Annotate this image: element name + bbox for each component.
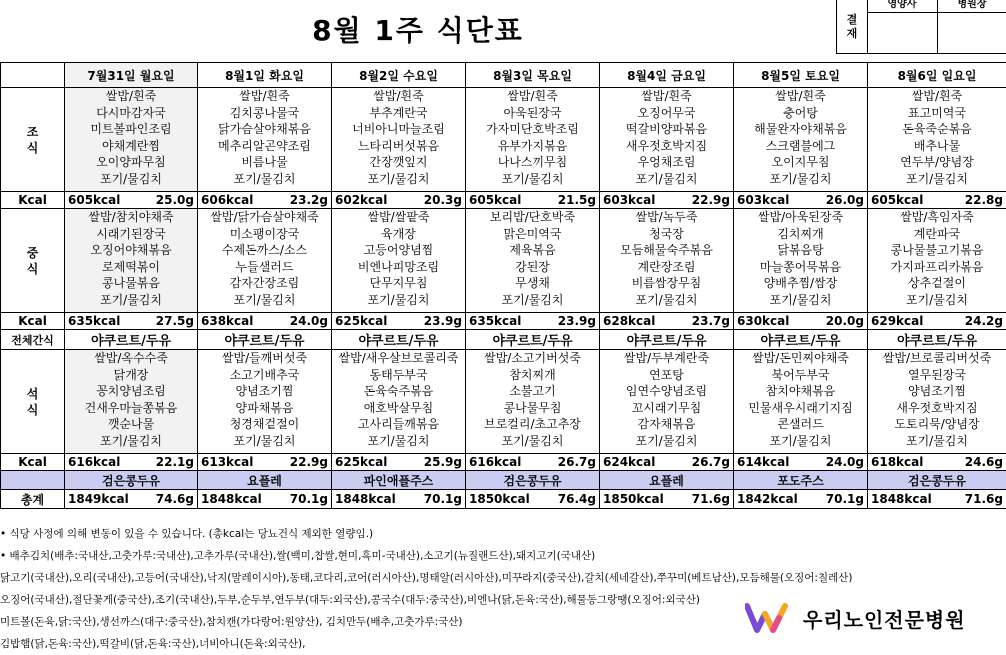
menu-item: 무생채 — [466, 275, 599, 292]
menu-item: 쌀밥/쌀팥죽 — [332, 209, 465, 226]
menu-item: 충어탕 — [734, 105, 867, 122]
menu-item: 아욱된장국 — [466, 105, 599, 122]
menu-item: 쌀밥/흰죽 — [600, 88, 733, 105]
total-cell — [734, 490, 868, 509]
menu-item: 부추계란국 — [332, 105, 465, 122]
protein-value: 24.0g — [826, 455, 864, 469]
menu-item: 포기/물김치 — [65, 171, 197, 188]
protein-value: 26.0g — [826, 193, 864, 207]
menu-item: 간장깻잎지 — [332, 154, 465, 171]
menu-item: 꼬시래기무침 — [600, 400, 733, 417]
menu-item: 새우젓호박지짐 — [868, 400, 1006, 417]
menu-item: 쌀밥/흰죽 — [65, 88, 197, 105]
kcal-value: 613kcal — [201, 455, 253, 469]
kcal-cell — [198, 192, 332, 209]
menu-item: 제육볶음 — [466, 242, 599, 259]
menu-item: 쌀밥/흰죽 — [868, 88, 1006, 105]
menu-item: 양파채볶음 — [198, 400, 331, 417]
kcal-value: 618kcal — [871, 455, 923, 469]
day-header-row — [1, 63, 1006, 88]
menu-item: 시래기된장국 — [65, 226, 197, 243]
protein-value: 23.2g — [290, 193, 328, 207]
kcal-cell — [65, 313, 198, 330]
protein-value: 20.3g — [424, 193, 462, 207]
protein-value: 22.8g — [965, 193, 1003, 207]
breakfast-row — [1, 88, 1006, 192]
protein-value: 26.7g — [692, 455, 730, 469]
menu-item: 콩나물불고기볶음 — [868, 242, 1006, 259]
kcal-value: 625kcal — [335, 314, 387, 328]
kcal-label: Kcal — [1, 192, 65, 209]
menu-item: 청경채겉절이 — [198, 416, 331, 433]
menu-item: 닭개장 — [65, 367, 197, 384]
menu-item: 포기/물김치 — [332, 433, 465, 450]
menu-item: 유부가지볶음 — [466, 138, 599, 155]
total-cell — [600, 490, 734, 509]
lunch-cell — [332, 209, 466, 313]
day-header: 8월5일 토요일 — [734, 63, 868, 88]
breakfast-cell — [868, 88, 1006, 192]
menu-item: 열무된장국 — [868, 367, 1006, 384]
menu-item: 건새우마늘쫑볶음 — [65, 400, 197, 417]
menu-item: 돈육숙주볶음 — [332, 383, 465, 400]
drink-cell: 포도주스 — [734, 471, 868, 490]
menu-item: 쌀밥/옥수수죽 — [65, 350, 197, 367]
drink-row — [1, 471, 1006, 490]
kcal-cell — [734, 192, 868, 209]
menu-item: 가지파프리카볶음 — [868, 259, 1006, 276]
kcal-value: 603kcal — [737, 193, 789, 207]
menu-item: 오징어야채볶음 — [65, 242, 197, 259]
kcal-cell — [868, 313, 1006, 330]
menu-item: 쌀밥/흰죽 — [198, 88, 331, 105]
dinner-label: 석 식 — [1, 350, 65, 454]
menu-item: 양념조기찜 — [198, 383, 331, 400]
menu-item: 포기/물김치 — [734, 433, 867, 450]
kcal-value: 605kcal — [469, 193, 521, 207]
kcal-label: Kcal — [1, 454, 65, 471]
dinner-cell — [600, 350, 734, 454]
menu-item: 새우젓호박지짐 — [600, 138, 733, 155]
total-cell — [466, 490, 600, 509]
menu-item: 김치찌개 — [734, 226, 867, 243]
menu-item: 연두부/양념장 — [868, 154, 1006, 171]
total-cell — [868, 490, 1006, 509]
total-kcal: 1848kcal — [335, 492, 396, 506]
total-kcal: 1849kcal — [68, 492, 129, 506]
dinner-cell — [734, 350, 868, 454]
hospital-logo — [745, 596, 1005, 640]
menu-item: 포기/물김치 — [466, 433, 599, 450]
menu-item: 오이양파무침 — [65, 154, 197, 171]
kcal-cell — [198, 313, 332, 330]
menu-item: 미소팽이장국 — [198, 226, 331, 243]
kcal-value: 628kcal — [603, 314, 655, 328]
total-cell — [332, 490, 466, 509]
menu-item: 쌀밥/흰죽 — [734, 88, 867, 105]
lunch-row — [1, 209, 1006, 313]
kcal-cell — [466, 313, 600, 330]
menu-item: 동태두부국 — [332, 367, 465, 384]
kcal-value: 605kcal — [68, 193, 120, 207]
menu-item: 쌀밥/들깨버섯죽 — [198, 350, 331, 367]
day-header: 8월1일 화요일 — [198, 63, 332, 88]
menu-item: 고사리들깨볶음 — [332, 416, 465, 433]
snack-cell: 야쿠르트/두유 — [868, 330, 1006, 350]
menu-item: 표고미역국 — [868, 105, 1006, 122]
protein-value: 26.7g — [558, 455, 596, 469]
menu-item: 미트볼파인조림 — [65, 121, 197, 138]
total-kcal: 1848kcal — [871, 492, 932, 506]
kcal-value: 635kcal — [469, 314, 521, 328]
menu-item: 모듬해물숙주볶음 — [600, 242, 733, 259]
menu-item: 양배추찜/쌈장 — [734, 275, 867, 292]
kcal-cell — [65, 454, 198, 471]
kcal-cell — [600, 454, 734, 471]
dinner-cell — [65, 350, 198, 454]
kcal-value: 614kcal — [737, 455, 789, 469]
menu-item: 쌀밥/브로콜리버섯죽 — [868, 350, 1006, 367]
menu-item: 단무지무침 — [332, 275, 465, 292]
kcal-value: 602kcal — [335, 193, 387, 207]
kcal-cell — [332, 454, 466, 471]
menu-item: 포기/물김치 — [466, 292, 599, 309]
breakfast-cell — [600, 88, 734, 192]
total-kcal: 1848kcal — [201, 492, 262, 506]
logo-mark-icon — [745, 602, 789, 634]
kcal-cell — [466, 192, 600, 209]
menu-item: 비름쌈장무침 — [600, 275, 733, 292]
protein-value: 24.6g — [965, 455, 1003, 469]
menu-item: 수제돈까스/소스 — [198, 242, 331, 259]
menu-item: 포기/물김치 — [868, 171, 1006, 188]
menu-item: 포기/물김치 — [332, 171, 465, 188]
protein-value: 23.9g — [424, 314, 462, 328]
menu-item: 육개장 — [332, 226, 465, 243]
day-header: 8월3일 목요일 — [466, 63, 600, 88]
dinner-cell — [332, 350, 466, 454]
kcal-cell — [600, 192, 734, 209]
menu-item: 북어두부국 — [734, 367, 867, 384]
menu-item: 참치야채볶음 — [734, 383, 867, 400]
snack-cell: 야쿠르트/두유 — [332, 330, 466, 350]
kcal-label: Kcal — [1, 313, 65, 330]
snack-cell: 야쿠르트/두유 — [198, 330, 332, 350]
menu-table — [0, 62, 1006, 509]
menu-item: 보리밥/단호박죽 — [466, 209, 599, 226]
snack-row — [1, 330, 1006, 350]
total-row — [1, 490, 1006, 509]
drink-label — [1, 471, 65, 490]
menu-item: 닭볶음탕 — [734, 242, 867, 259]
drink-cell: 검은콩두유 — [65, 471, 198, 490]
protein-value: 22.9g — [692, 193, 730, 207]
total-kcal: 1850kcal — [469, 492, 530, 506]
menu-item: 포기/물김치 — [868, 292, 1006, 309]
kcal-value: 630kcal — [737, 314, 789, 328]
lunch-cell — [198, 209, 332, 313]
protein-value: 25.0g — [156, 193, 194, 207]
menu-item: 포기/물김치 — [734, 171, 867, 188]
menu-item: 포기/물김치 — [198, 171, 331, 188]
menu-item: 소불고기 — [466, 383, 599, 400]
menu-item: 청국장 — [600, 226, 733, 243]
approval-box — [836, 0, 1006, 54]
menu-item: 양념조기찜 — [868, 383, 1006, 400]
total-protein: 70.1g — [424, 492, 462, 506]
kcal-cell — [600, 313, 734, 330]
protein-value: 27.5g — [156, 314, 194, 328]
snack-cell: 야쿠르트/두유 — [466, 330, 600, 350]
kcal-value: 635kcal — [68, 314, 120, 328]
menu-item: 로제떡볶이 — [65, 259, 197, 276]
kcal-value: 616kcal — [469, 455, 521, 469]
menu-item: 돈육죽순볶음 — [868, 121, 1006, 138]
menu-item: 감자채볶음 — [600, 416, 733, 433]
menu-item: 포기/물김치 — [600, 292, 733, 309]
protein-value: 21.5g — [558, 193, 596, 207]
total-protein: 76.4g — [558, 492, 596, 506]
menu-item: 꽁치양념조림 — [65, 383, 197, 400]
total-protein: 71.6g — [692, 492, 730, 506]
protein-value: 25.9g — [424, 455, 462, 469]
lunch-cell — [65, 209, 198, 313]
menu-item: 브로컬리/초고추장 — [466, 416, 599, 433]
menu-item: 쌀밥/흰죽 — [332, 88, 465, 105]
menu-item: 다시마감자국 — [65, 105, 197, 122]
drink-cell: 검은콩두유 — [466, 471, 600, 490]
menu-item: 떡갈비양파볶음 — [600, 121, 733, 138]
kcal-value: 616kcal — [68, 455, 120, 469]
menu-item: 해물완자야채볶음 — [734, 121, 867, 138]
total-kcal: 1850kcal — [603, 492, 664, 506]
menu-item: 스크램블에그 — [734, 138, 867, 155]
day-header: 8월2일 수요일 — [332, 63, 466, 88]
breakfast-cell — [332, 88, 466, 192]
note-line: 김밥햄(닭,돈육:국산),떡갈비(닭,돈육:국산),너비아니(돈육:외국산), — [0, 633, 1006, 655]
approval-label: 결 재 — [837, 0, 868, 54]
menu-item: 깻순나물 — [65, 416, 197, 433]
day-header: 8월4일 금요일 — [600, 63, 734, 88]
menu-item: 쌀밥/녹두죽 — [600, 209, 733, 226]
dinner_kcal-row — [1, 454, 1006, 471]
menu-item: 야채계란찜 — [65, 138, 197, 155]
total-protein: 71.6g — [965, 492, 1003, 506]
lunch-cell — [734, 209, 868, 313]
menu-item: 애호박살무침 — [332, 400, 465, 417]
menu-item: 오이지무침 — [734, 154, 867, 171]
kcal-cell — [332, 313, 466, 330]
approval-nutritionist: 영양사 — [867, 0, 938, 54]
menu-item: 메추리알곤약조림 — [198, 138, 331, 155]
protein-value: 24.0g — [290, 314, 328, 328]
note-line: 오징어(국내산),절단꽃게(중국산),조기(국내산),두부,순두부,연두부(대두:외국산),콩국수(대두:중국산),비엔나(닭,돈육:국산),해물동그랑땡(오징어:외국산) — [0, 589, 1006, 611]
menu-item: 우엉채조림 — [600, 154, 733, 171]
lunch_kcal-row — [1, 313, 1006, 330]
menu-item: 비엔나피망조림 — [332, 259, 465, 276]
menu-item: 오징어무국 — [600, 105, 733, 122]
menu-item: 포기/물김치 — [466, 171, 599, 188]
total-protein: 70.1g — [826, 492, 864, 506]
menu-item: 포기/물김치 — [332, 292, 465, 309]
kcal-cell — [734, 313, 868, 330]
kcal-cell — [332, 192, 466, 209]
menu-item: 콘샐러드 — [734, 416, 867, 433]
menu-item: 마늘쫑어묵볶음 — [734, 259, 867, 276]
menu-item: 계란파국 — [868, 226, 1006, 243]
kcal-cell — [466, 454, 600, 471]
menu-item: 나나스끼무침 — [466, 154, 599, 171]
total-cell — [198, 490, 332, 509]
drink-cell: 검은콩두유 — [868, 471, 1006, 490]
menu-item: 연포탕 — [600, 367, 733, 384]
kcal-cell — [198, 454, 332, 471]
kcal-cell — [65, 192, 198, 209]
dinner-cell — [868, 350, 1006, 454]
total-kcal: 1842kcal — [737, 492, 798, 506]
menu-item: 고등어양념찜 — [332, 242, 465, 259]
day-header: 8월6일 일요일 — [868, 63, 1006, 88]
protein-value: 24.2g — [965, 314, 1003, 328]
dinner-cell — [198, 350, 332, 454]
corner-cell — [1, 63, 65, 88]
menu-item: 포기/물김치 — [198, 292, 331, 309]
menu-item: 닭가슴살야채볶음 — [198, 121, 331, 138]
total-protein: 70.1g — [290, 492, 328, 506]
kcal-value: 605kcal — [871, 193, 923, 207]
menu-item: 계란장조림 — [600, 259, 733, 276]
menu-item: 포기/물김치 — [65, 292, 197, 309]
breakfast-cell — [734, 88, 868, 192]
menu-item: 포기/물김치 — [198, 433, 331, 450]
menu-item: 포기/물김치 — [868, 433, 1006, 450]
total-cell — [65, 490, 198, 509]
kcal-value: 638kcal — [201, 314, 253, 328]
day-header: 7월31일 월요일 — [65, 63, 198, 88]
menu-item: 쌀밥/흑임자죽 — [868, 209, 1006, 226]
menu-item: 임연수양념조림 — [600, 383, 733, 400]
protein-value: 22.1g — [156, 455, 194, 469]
kcal-value: 603kcal — [603, 193, 655, 207]
snack-cell: 야쿠르트/두유 — [734, 330, 868, 350]
kcal-value: 629kcal — [871, 314, 923, 328]
breakfast-label: 조 식 — [1, 88, 65, 192]
menu-item: 소고기배추국 — [198, 367, 331, 384]
menu-item: 포기/물김치 — [600, 433, 733, 450]
menu-item: 감자간장조림 — [198, 275, 331, 292]
snack-cell: 야쿠르트/두유 — [600, 330, 734, 350]
dinner-row — [1, 350, 1006, 454]
protein-value: 23.9g — [558, 314, 596, 328]
menu-item: 포기/물김치 — [65, 433, 197, 450]
breakfast-cell — [466, 88, 600, 192]
menu-item: 상추겉절이 — [868, 275, 1006, 292]
menu-item: 쌀밥/참치야채죽 — [65, 209, 197, 226]
breakfast-cell — [198, 88, 332, 192]
snack-label: 전체간식 — [1, 330, 65, 350]
dinner-cell — [466, 350, 600, 454]
snack-cell: 야쿠르트/두유 — [65, 330, 198, 350]
menu-item: 쌀밥/닭가슴살야채죽 — [198, 209, 331, 226]
menu-item: 느타리버섯볶음 — [332, 138, 465, 155]
kcal-cell — [868, 454, 1006, 471]
kcal-value: 606kcal — [201, 193, 253, 207]
note-line: 닭고기(국내산),오리(국내산),고등어(국내산),낙지(말레이시아),동태,코다리,코어(러시아산),명태알(러시아산),미꾸라지(중국산),갈치(세네갈산),쭈꾸미(베트남산),모듬해물(오징어:칠레산) — [0, 567, 1006, 589]
lunch-cell — [466, 209, 600, 313]
menu-item: 쌀밥/두부계란죽 — [600, 350, 733, 367]
menu-item: 쌀밥/돈민찌야채죽 — [734, 350, 867, 367]
menu-item: 참치찌개 — [466, 367, 599, 384]
kcal-cell — [868, 192, 1006, 209]
drink-cell: 요플레 — [600, 471, 734, 490]
lunch-cell — [868, 209, 1006, 313]
note-line: 미트볼(돈육,닭:국산),생선까스(대구:중국산),참치캔(가다랑어:원양산), 김치만두(배추,고춧가루:국산) — [0, 611, 1006, 633]
protein-value: 22.9g — [290, 455, 328, 469]
menu-item: 쌀밥/새우살브로콜리죽 — [332, 350, 465, 367]
menu-item: 쌀밥/흰죽 — [466, 88, 599, 105]
lunch-label: 중 식 — [1, 209, 65, 313]
menu-item: 콩나물무침 — [466, 400, 599, 417]
menu-item: 포기/물김치 — [600, 171, 733, 188]
menu-item: 쌀밥/아욱된장죽 — [734, 209, 867, 226]
protein-value: 23.7g — [692, 314, 730, 328]
menu-item: 강된장 — [466, 259, 599, 276]
total-protein: 74.6g — [156, 492, 194, 506]
menu-item: 맑은미역국 — [466, 226, 599, 243]
menu-item: 쌀밥/소고기버섯죽 — [466, 350, 599, 367]
menu-item: 비름나물 — [198, 154, 331, 171]
note-line: • 배추김치(배추:국내산,고춧가루:국내산),고추가루(국내산),쌀(백미,찹쌀,현미,흑미-국내산),소고기(뉴질랜드산),돼지고기(국내산) — [0, 545, 1006, 567]
menu-item: 김치콩나물국 — [198, 105, 331, 122]
menu-item: 배추나물 — [868, 138, 1006, 155]
note-line: • 식당 사정에 의해 변동이 있을 수 있습니다. (총kcal는 당뇨건식 제외한 열량임.) — [0, 523, 1006, 545]
breakfast_kcal-row — [1, 192, 1006, 209]
drink-cell: 요플레 — [198, 471, 332, 490]
lunch-cell — [600, 209, 734, 313]
menu-item: 너비아니마늘조림 — [332, 121, 465, 138]
menu-item: 누들샐러드 — [198, 259, 331, 276]
kcal-value: 625kcal — [335, 455, 387, 469]
approval-director: 병원장 — [937, 0, 1006, 54]
total-label: 총계 — [1, 490, 65, 509]
kcal-value: 624kcal — [603, 455, 655, 469]
menu-item: 민물새우시래기지짐 — [734, 400, 867, 417]
drink-cell: 파인애플주스 — [332, 471, 466, 490]
menu-item: 도토리묵/양념장 — [868, 416, 1006, 433]
kcal-cell — [734, 454, 868, 471]
menu-item: 가자미단호박조림 — [466, 121, 599, 138]
protein-value: 20.0g — [826, 314, 864, 328]
page-title: 8월 1주 식단표 — [0, 0, 836, 58]
hospital-name: 우리노인전문병원 — [803, 604, 966, 633]
menu-item: 포기/물김치 — [734, 292, 867, 309]
menu-item: 콩나물볶음 — [65, 275, 197, 292]
breakfast-cell — [65, 88, 198, 192]
